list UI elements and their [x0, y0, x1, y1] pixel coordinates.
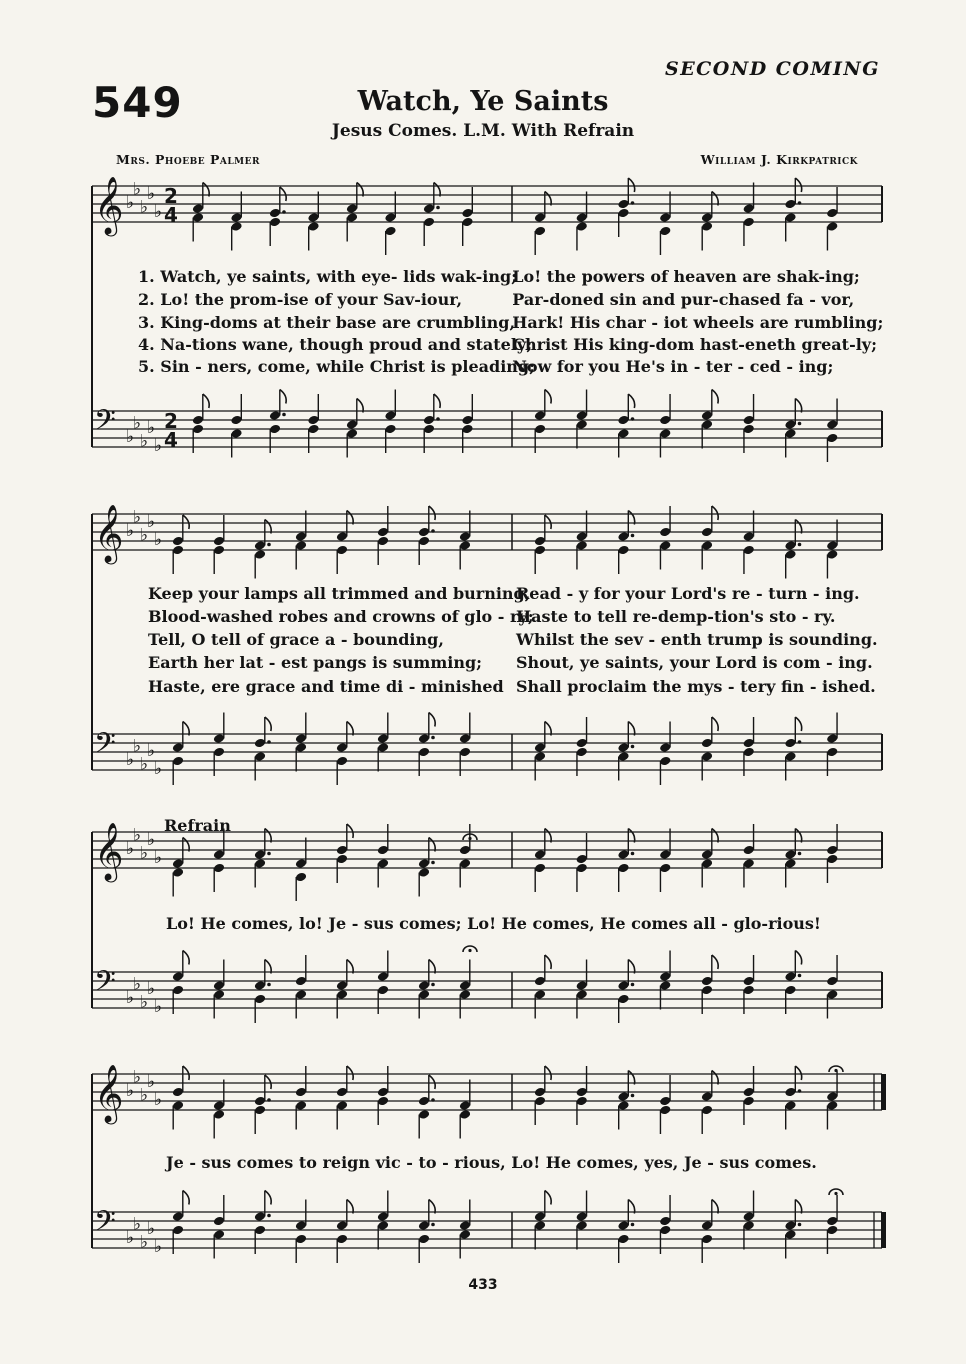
- augmentation-dot: [631, 983, 635, 987]
- flat-accidental-icon: ♭: [126, 750, 135, 770]
- augmentation-dot: [798, 852, 802, 856]
- augmentation-dot: [267, 1098, 271, 1102]
- flat-accidental-icon: ♭: [147, 741, 156, 761]
- flat-accidental-icon: ♭: [133, 1067, 142, 1088]
- flat-accidental-icon: ♭: [154, 997, 163, 1017]
- verse-number: 4.: [138, 335, 155, 354]
- flat-accidental-icon: ♭: [147, 1072, 156, 1092]
- flat-accidental-icon: ♭: [133, 413, 142, 434]
- lyric-phrase: Lo! the prom-ise of your Sav-iour,: [160, 290, 463, 309]
- augmentation-dot: [798, 1089, 802, 1093]
- augmentation-dot: [431, 1223, 435, 1227]
- augmentation-dot: [267, 983, 271, 987]
- augmentation-dot: [282, 210, 286, 214]
- note-flag: [712, 390, 718, 404]
- final-double-bar: [881, 1212, 886, 1248]
- flat-accidental-icon: ♭: [140, 1232, 149, 1253]
- note-flag: [795, 178, 801, 192]
- flat-accidental-icon: ♭: [154, 1090, 163, 1110]
- note-flag: [183, 515, 189, 529]
- flat-accidental-icon: ♭: [147, 1219, 156, 1239]
- note-flag: [203, 394, 209, 408]
- lyric-phrase: Watch, ye saints, with eye- lids wak-ing;: [160, 267, 518, 286]
- augmentation-dot: [798, 974, 802, 978]
- flat-accidental-icon: ♭: [126, 193, 135, 213]
- augmentation-dot: [631, 201, 635, 205]
- fermata-dot: [834, 1069, 837, 1072]
- refrain-lyric-line-1: Lo! He comes, lo! Je - sus comes; Lo! He comes, He comes all - glo-rious!: [166, 914, 821, 933]
- time-signature-bottom: 4: [164, 203, 178, 227]
- note-flag: [183, 1191, 189, 1205]
- verse-number: 3.: [138, 313, 155, 332]
- flat-accidental-icon: ♭: [133, 974, 142, 995]
- bass-clef-icon: 𝄢: [94, 965, 116, 1005]
- note-flag: [280, 187, 286, 201]
- augmentation-dot: [267, 1214, 271, 1218]
- bass-clef-icon: 𝄢: [94, 727, 116, 767]
- note-flag: [429, 506, 435, 520]
- flat-accidental-icon: ♭: [133, 736, 142, 757]
- flat-accidental-icon: ♭: [126, 1228, 135, 1248]
- augmentation-dot: [798, 740, 802, 744]
- flat-accidental-icon: ♭: [126, 1081, 135, 1101]
- note-flag: [265, 1075, 271, 1089]
- augmentation-dot: [631, 417, 635, 421]
- note-flag: [795, 951, 801, 965]
- lyric-phrase: Sin - ners, come, while Christ is pleading;: [160, 357, 535, 376]
- augmentation-dot: [631, 1223, 635, 1227]
- treble-clef-icon: 𝄞: [94, 822, 124, 880]
- augmentation-dot: [631, 745, 635, 749]
- flat-accidental-icon: ♭: [140, 754, 149, 775]
- lyricist-credit: Mrs. Phoebe Palmer: [116, 152, 260, 167]
- note-flag: [628, 394, 634, 408]
- augmentation-dot: [631, 534, 635, 538]
- augmentation-dot: [431, 983, 435, 987]
- verse-line-4-continued: [148, 653, 873, 672]
- lyric-phrase: Lo! the powers of heaven are shak-ing;: [512, 267, 860, 286]
- note-flag: [545, 955, 551, 969]
- note-flag: [712, 506, 718, 520]
- augmentation-dot: [436, 206, 440, 210]
- flat-accidental-icon: ♭: [126, 521, 135, 541]
- verse-line-3: [138, 313, 883, 332]
- augmentation-dot: [267, 740, 271, 744]
- lyric-phrase: Keep your lamps all trimmed and burning,: [148, 584, 531, 603]
- flat-accidental-icon: ♭: [140, 197, 149, 218]
- fermata-dot: [468, 949, 471, 952]
- flat-accidental-icon: ♭: [154, 848, 163, 868]
- flat-accidental-icon: ♭: [133, 1214, 142, 1235]
- verse-line-1: [138, 267, 860, 286]
- note-flag: [347, 1066, 353, 1080]
- flat-accidental-icon: ♭: [140, 843, 149, 864]
- note-flag: [795, 1066, 801, 1080]
- time-signature-top: 2: [164, 409, 178, 433]
- lyric-phrase: King-doms at their base are crumbling,: [160, 313, 516, 332]
- lyric-phrase: Now for you He's in - ter - ced - ing;: [512, 357, 834, 376]
- augmentation-dot: [431, 1098, 435, 1102]
- note-flag: [712, 717, 718, 731]
- flat-accidental-icon: ♭: [147, 512, 156, 532]
- augmentation-dot: [798, 1223, 802, 1227]
- augmentation-dot: [631, 852, 635, 856]
- flat-accidental-icon: ♭: [140, 992, 149, 1013]
- flat-accidental-icon: ♭: [154, 202, 163, 222]
- time-signature-bottom: 4: [164, 428, 178, 452]
- note-flag: [429, 1075, 435, 1089]
- page-number: 433: [468, 1277, 498, 1293]
- note-flag: [545, 515, 551, 529]
- verse-line-5-continued: [148, 677, 876, 696]
- flat-accidental-icon: ♭: [147, 418, 156, 438]
- lyric-phrase: Shall proclaim the mys - tery fin - ished.: [516, 677, 876, 696]
- flat-accidental-icon: ♭: [154, 530, 163, 550]
- augmentation-dot: [631, 1094, 635, 1098]
- verse-line-3-continued: [148, 630, 878, 649]
- note-flag: [628, 178, 634, 192]
- note-flag: [265, 717, 271, 731]
- lyric-phrase: Haste, ere grace and time di - minished: [148, 677, 504, 696]
- flat-accidental-icon: ♭: [147, 184, 156, 204]
- note-flag: [183, 1066, 189, 1080]
- augmentation-dot: [798, 422, 802, 426]
- flat-accidental-icon: ♭: [147, 830, 156, 850]
- lyric-phrase: Shout, ye saints, your Lord is com - ing.: [516, 653, 873, 672]
- flat-accidental-icon: ♭: [140, 525, 149, 546]
- note-flag: [280, 390, 286, 404]
- verse-line-4: [138, 335, 877, 354]
- final-double-bar: [881, 1074, 886, 1110]
- flat-accidental-icon: ♭: [154, 759, 163, 779]
- note-flag: [545, 1191, 551, 1205]
- note-flag: [795, 717, 801, 731]
- verse-line-5: [138, 357, 833, 376]
- note-flag: [429, 713, 435, 727]
- verse-line-2: [138, 290, 854, 309]
- lyric-phrase: Blood-washed robes and crowns of glo - ry;: [148, 607, 534, 626]
- lyric-phrase: Hark! His char - iot wheels are rumbling;: [512, 313, 884, 332]
- fermata-dot: [834, 1192, 837, 1195]
- tune-meter-line: Jesus Comes. L.M. With Refrain: [331, 121, 635, 141]
- flat-accidental-icon: ♭: [126, 427, 135, 447]
- flat-accidental-icon: ♭: [154, 1237, 163, 1257]
- verse-line-1-continued: [148, 584, 860, 603]
- note-flag: [712, 955, 718, 969]
- verse-number: 5.: [138, 357, 155, 376]
- augmentation-dot: [431, 736, 435, 740]
- note-flag: [434, 394, 440, 408]
- lyric-phrase: Earth her lat - est pangs is summing;: [148, 653, 483, 672]
- augmentation-dot: [267, 543, 271, 547]
- lyric-phrase: Read - y for your Lord's re - turn - ing.: [516, 584, 860, 603]
- treble-clef-icon: 𝄞: [94, 176, 124, 234]
- note-flag: [347, 824, 353, 838]
- flat-accidental-icon: ♭: [133, 825, 142, 846]
- bass-clef-icon: 𝄢: [94, 404, 116, 444]
- treble-clef-icon: 𝄞: [94, 504, 124, 562]
- treble-clef-icon: 𝄞: [94, 1064, 124, 1122]
- fermata-dot: [468, 837, 471, 840]
- lyric-phrase: Whilst the sev - enth trump is sounding.: [516, 630, 878, 649]
- augmentation-dot: [431, 861, 435, 865]
- lyric-phrase: Tell, O tell of grace a - bounding,: [148, 630, 444, 649]
- verse-number: 2.: [138, 290, 155, 309]
- hymn-number: 549: [92, 78, 183, 127]
- section-heading: SECOND COMING: [664, 58, 880, 80]
- flat-accidental-icon: ♭: [133, 507, 142, 528]
- lyric-phrase: Par-doned sin and pur-chased fa - vor,: [512, 290, 855, 309]
- refrain-lyric-line-2: Je - sus comes to reign vic - to - rious, Lo! He comes, yes, Je - sus comes.: [166, 1153, 817, 1172]
- refrain-label: Refrain: [164, 816, 231, 835]
- note-flag: [183, 951, 189, 965]
- note-flag: [545, 390, 551, 404]
- flat-accidental-icon: ♭: [133, 179, 142, 200]
- note-flag: [545, 1066, 551, 1080]
- flat-accidental-icon: ♭: [154, 436, 163, 456]
- lyric-phrase: Haste to tell re-demp-tion's sto - ry.: [516, 607, 836, 626]
- hymn-title: Watch, Ye Saints: [357, 86, 609, 117]
- augmentation-dot: [282, 413, 286, 417]
- flat-accidental-icon: ♭: [140, 431, 149, 452]
- time-signature-top: 2: [164, 184, 178, 208]
- augmentation-dot: [798, 201, 802, 205]
- flat-accidental-icon: ♭: [126, 988, 135, 1008]
- augmentation-dot: [798, 543, 802, 547]
- augmentation-dot: [431, 529, 435, 533]
- verse-line-2-continued: [148, 607, 836, 626]
- augmentation-dot: [436, 417, 440, 421]
- flat-accidental-icon: ♭: [126, 839, 135, 859]
- composer-credit: William J. Kirkpatrick: [700, 152, 858, 167]
- verse-number: 1.: [138, 267, 155, 286]
- note-flag: [265, 1191, 271, 1205]
- lyric-phrase: Na-tions wane, though proud and stately;: [160, 335, 533, 354]
- augmentation-dot: [267, 852, 271, 856]
- lyric-phrase: Christ His king-dom hast-eneth great-ly;: [512, 335, 877, 354]
- bass-clef-icon: 𝄢: [94, 1205, 116, 1245]
- flat-accidental-icon: ♭: [147, 979, 156, 999]
- flat-accidental-icon: ♭: [140, 1085, 149, 1106]
